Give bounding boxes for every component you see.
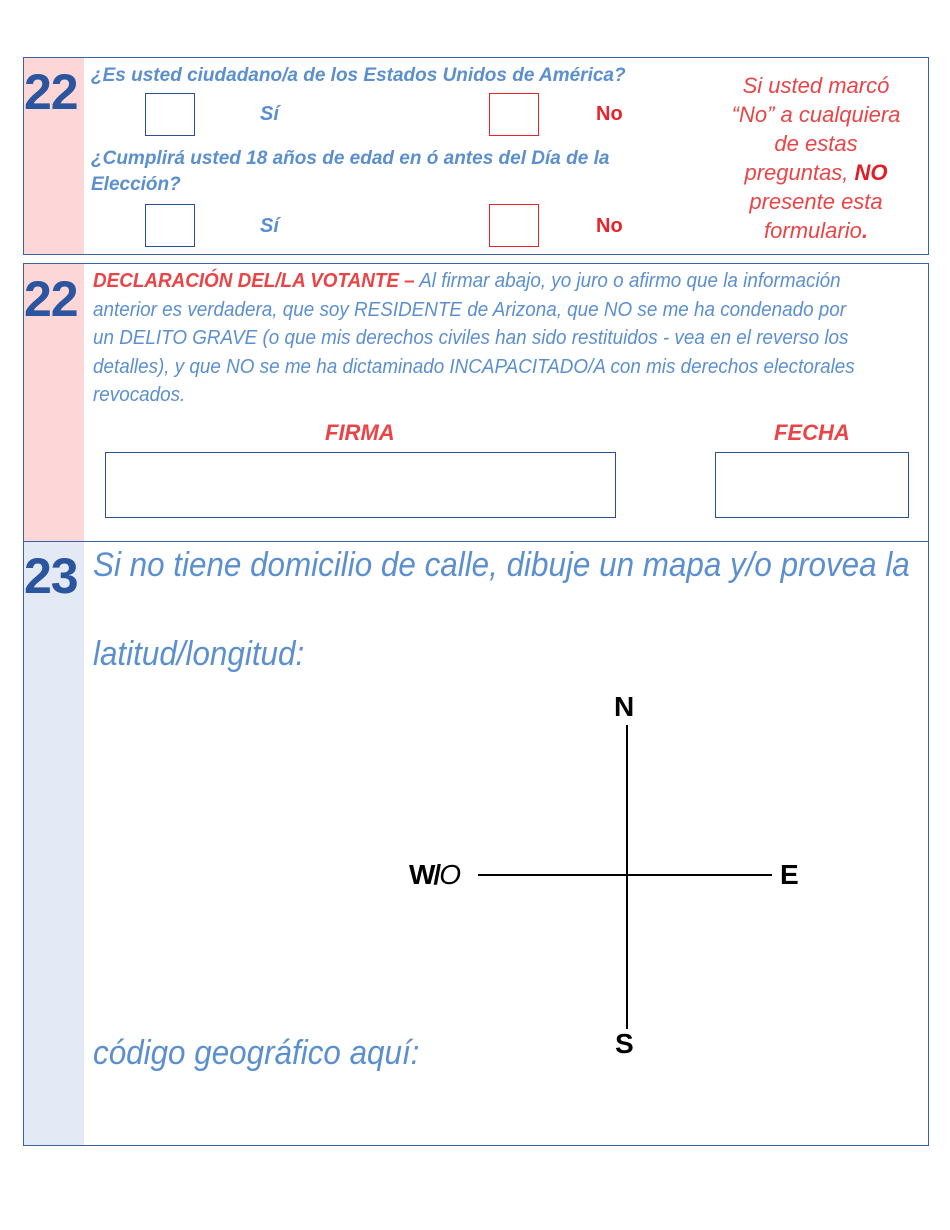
map-instruction: Si no tiene domicilio de calle, dibuje un mapa y/o provea la [93, 546, 910, 584]
declaration-section [23, 263, 929, 542]
date-field[interactable] [715, 452, 909, 518]
location-section [23, 541, 929, 1146]
age-question: ¿Cumplirá usted 18 años de edad en ó antes del Día de la Elección? [91, 148, 610, 195]
compass-south: S [615, 1028, 634, 1059]
declaration-body: Al firmar abajo, yo juro o afirmo que la información anterior es verdadera, que soy RESIDENTE de Arizona, que NO se me ha condenado por un DELITO GRAVE (o que mis derechos civiles han sido restituidos - vea en el reverso los detalles), y que NO se me ha dictaminado INCAPACITADO/A con mis derechos electorales revocados. [93, 269, 855, 406]
section-gutter [24, 542, 84, 1145]
ineligible-warning: Si usted marcó “No” a cualquiera de estas preguntas, NO presente esta formulario. [731, 73, 901, 243]
citizen-no-label: No [596, 103, 623, 125]
age-no-label: No [596, 215, 623, 237]
section-number: 22 [24, 271, 78, 327]
declaration-heading: DECLARACIÓN DEL/LA VOTANTE – [93, 269, 415, 292]
citizen-yes-checkbox[interactable] [145, 93, 195, 136]
compass-vertical-line [626, 725, 628, 1029]
citizenship-question: ¿Es usted ciudadano/a de los Estados Unidos de América? [91, 65, 626, 86]
lat-long-label: latitud/longitud: [93, 635, 305, 673]
compass-west: W/O [409, 859, 461, 890]
eligibility-section [23, 57, 929, 255]
age-yes-checkbox[interactable] [145, 204, 195, 247]
section-number: 23 [24, 548, 78, 604]
age-yes-label: Sí [260, 215, 279, 237]
section-number: 22 [24, 64, 78, 120]
signature-field[interactable] [105, 452, 616, 518]
age-no-checkbox[interactable] [489, 204, 539, 247]
citizen-yes-label: Sí [260, 103, 279, 125]
declaration-text [93, 267, 855, 410]
signature-label: FIRMA [325, 420, 395, 445]
compass-east: E [780, 859, 799, 890]
compass-horizontal-line [478, 874, 772, 876]
geocode-label: código geográfico aquí: [93, 1034, 420, 1072]
citizen-no-checkbox[interactable] [489, 93, 539, 136]
compass-north: N [614, 691, 635, 722]
date-label: FECHA [774, 420, 850, 445]
